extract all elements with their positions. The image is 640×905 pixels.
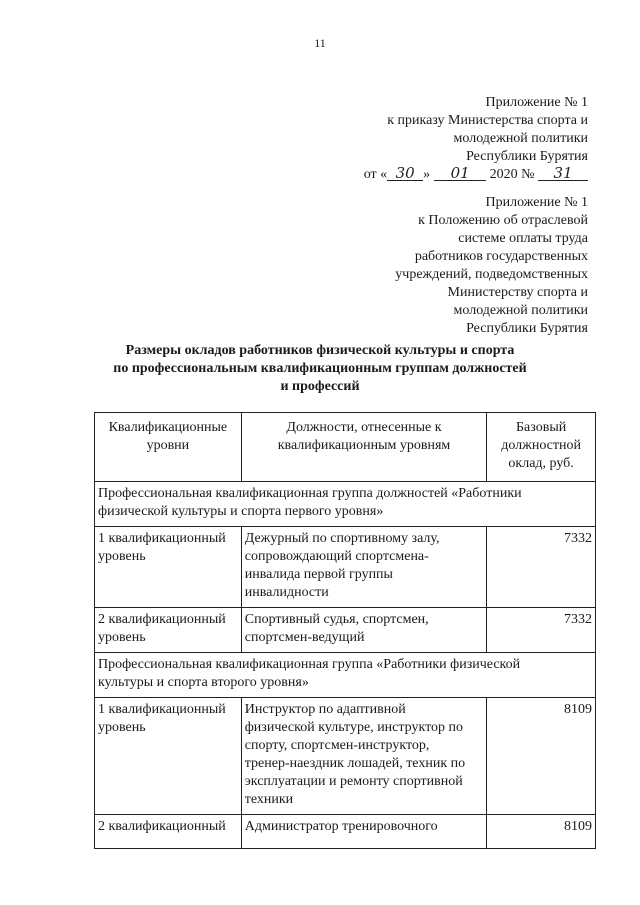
cell-line: уровень — [98, 630, 146, 645]
table-row — [95, 608, 596, 653]
annex-regulation-line: учреждений, подведомственных — [395, 267, 588, 282]
positions-cell — [241, 698, 487, 815]
cell-line: инвалидности — [244, 585, 329, 600]
cell-line: 1 квалификационный — [98, 702, 226, 717]
cell-line: уровень — [98, 720, 146, 735]
table-header-row — [95, 413, 596, 482]
cell-line: Дежурный по спортивному залу, — [244, 531, 440, 546]
annex-order-line: молодежной политики — [453, 131, 588, 146]
title-line: Размеры окладов работников физической культуры и спорта — [125, 343, 515, 358]
salary-cell: 7332 — [487, 608, 596, 653]
handwritten-day: 30 — [387, 166, 423, 181]
cell-line: эксплуатации и ремонту спортивной — [244, 774, 463, 789]
header-text: должностной — [501, 438, 581, 453]
annex-order-line: Приложение № 1 — [485, 95, 588, 110]
positions-cell — [241, 608, 487, 653]
level-cell — [95, 608, 242, 653]
cell-line: уровень — [98, 549, 146, 564]
group-title-line: Профессиональная квалификационная группа должностей «Работники — [98, 486, 522, 501]
cell-line: 2 квалификационный — [98, 612, 226, 627]
page-number: 11 — [314, 36, 326, 50]
handwritten-number: 31 — [538, 166, 588, 181]
annex-regulation-line: молодежной политики — [453, 303, 588, 318]
title-line: и профессий — [280, 379, 360, 394]
cell-line: техники — [244, 792, 294, 807]
group-title-line: физической культуры и спорта первого уровня» — [98, 504, 384, 519]
group-title — [95, 482, 596, 527]
table-row — [95, 698, 596, 815]
title-line: по профессиональным квалификационным группам должностей — [113, 361, 527, 376]
header-text: Должности, отнесенные к — [286, 420, 442, 435]
cell-line: 2 квалификационный — [98, 819, 226, 834]
header-levels — [95, 413, 242, 482]
group-row — [95, 482, 596, 527]
cell-line: сопровождающий спортсмена- — [244, 549, 429, 564]
year-text: 2020 № — [489, 167, 535, 182]
handwritten-month: 01 — [434, 166, 486, 181]
cell-line: 1 квалификационный — [98, 531, 226, 546]
annex-regulation-line: Республики Бурятия — [466, 321, 588, 336]
header-text: квалификационным уровням — [277, 438, 451, 453]
cell-line: Спортивный судья, спортсмен, — [244, 612, 429, 627]
cell-line: физической культуре, инструктор по — [244, 720, 464, 735]
table-row — [95, 815, 596, 849]
header-salary — [487, 413, 596, 482]
cell-line: инвалида первой группы — [244, 567, 393, 582]
annex-order-block — [364, 94, 588, 184]
date-mid: » — [423, 167, 431, 182]
level-cell — [95, 527, 242, 608]
annex-order-line: Республики Бурятия — [466, 149, 588, 164]
positions-cell — [241, 527, 487, 608]
header-text: Квалификационные — [108, 420, 228, 435]
group-title — [95, 653, 596, 698]
level-cell — [95, 698, 242, 815]
cell-line: спорту, спортсмен-инструктор, — [244, 738, 430, 753]
positions-cell — [241, 815, 487, 849]
salary-cell: 8109 — [487, 698, 596, 815]
table-row — [95, 527, 596, 608]
annex-regulation-line: работников государственных — [414, 249, 588, 264]
header-text: Базовый — [516, 420, 567, 435]
order-date-line — [364, 166, 588, 184]
header-text: уровни — [146, 438, 190, 453]
cell-line: тренер-наездник лошадей, техник по — [244, 756, 466, 771]
cell-line: Администратор тренировочного — [244, 819, 438, 834]
header-positions — [241, 413, 487, 482]
group-title-line: Профессиональная квалификационная группа «Работники физической — [98, 657, 521, 672]
document-title — [0, 342, 640, 396]
cell-line: спортсмен-ведущий — [244, 630, 365, 645]
salary-table — [94, 412, 596, 849]
header-text: оклад, руб. — [508, 456, 574, 471]
annex-order-line: к приказу Министерства спорта и — [387, 113, 588, 128]
annex-regulation-line: к Положению об отраслевой — [418, 213, 588, 228]
salary-cell: 7332 — [487, 527, 596, 608]
group-title-line: культуры и спорта второго уровня» — [98, 675, 309, 690]
level-cell — [95, 815, 242, 849]
annex-regulation-line: Приложение № 1 — [485, 195, 588, 210]
annex-regulation-line: Министерству спорта и — [447, 285, 588, 300]
date-prefix: от « — [363, 167, 388, 182]
annex-regulation-block — [395, 194, 588, 338]
salary-cell: 8109 — [487, 815, 596, 849]
annex-regulation-line: системе оплаты труда — [458, 231, 588, 246]
cell-line: Инструктор по адаптивной — [244, 702, 406, 717]
group-row — [95, 653, 596, 698]
